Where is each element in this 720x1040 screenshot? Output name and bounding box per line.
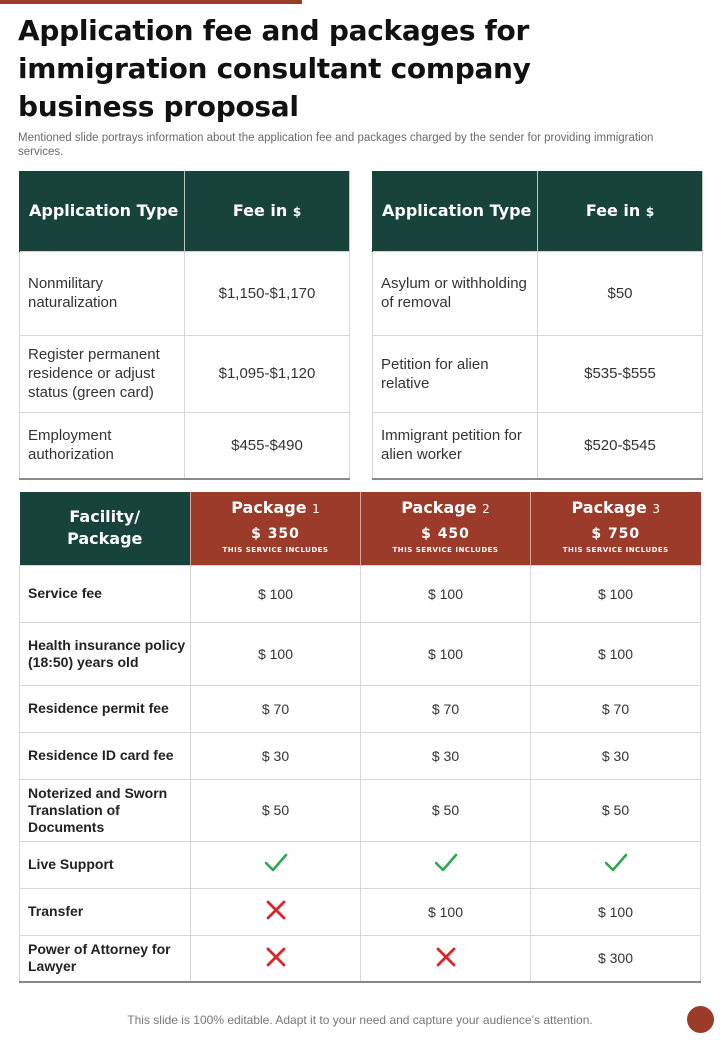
page-title: Application fee and packages for immigration consultant company business proposal — [18, 14, 531, 123]
package-note: THIS SERVICE INCLUDES — [392, 546, 499, 554]
check-icon — [264, 852, 288, 877]
package-3-header — [531, 492, 701, 565]
package-1-value-cell — [191, 841, 361, 888]
package-3-value-cell: $ 300 — [531, 935, 701, 982]
check-icon — [434, 852, 458, 877]
cross-icon — [434, 946, 458, 971]
fee-cell: $455-$490 — [185, 412, 350, 479]
fee-cell: $50 — [538, 251, 703, 335]
package-name — [531, 498, 701, 519]
application-type-cell: Register permanent residence or adjust status (green card) — [20, 335, 185, 412]
facility-label-cell: Live Support — [20, 841, 191, 888]
header-fee-label: Fee in — [232, 201, 288, 221]
package-3-value-cell — [531, 841, 701, 888]
facility-label-cell: Transfer — [20, 888, 191, 935]
facility-label-cell: Power of Attorney for Lawyer — [20, 935, 191, 982]
table-row — [20, 732, 701, 779]
facility-label-cell: Residence permit fee — [20, 685, 191, 732]
package-1-value-cell: $ 100 — [191, 622, 361, 685]
fee-cell: $1,095-$1,120 — [185, 335, 350, 412]
package-1-value-cell: $ 100 — [191, 565, 361, 622]
table-row — [373, 335, 703, 412]
table-row — [20, 685, 701, 732]
application-type-cell: Asylum or withholding of removal — [373, 251, 538, 335]
package-price: $ 350 — [251, 526, 300, 542]
package-3-value-cell: $ 100 — [531, 888, 701, 935]
package-table — [19, 492, 701, 983]
table-row — [20, 335, 350, 412]
application-type-cell: Employment authorization — [20, 412, 185, 479]
table-row — [20, 841, 701, 888]
footer-note: This slide is 100% editable. Adapt it to your need and capture your audience’s attention. — [127, 1013, 593, 1027]
package-2-value-cell: $ 30 — [361, 732, 531, 779]
package-1-value-cell — [191, 935, 361, 982]
package-name-label: Package — [231, 498, 307, 517]
header-application-type: Application Type — [20, 171, 185, 251]
fee-table-right — [372, 171, 703, 480]
fee-table-left — [19, 171, 350, 480]
package-3-value-cell: $ 100 — [531, 565, 701, 622]
facility-label-cell: Health insurance policy (18:50) years old — [20, 622, 191, 685]
fee-table-header-row — [373, 171, 703, 251]
table-row — [20, 412, 350, 479]
page-indicator-dot — [687, 1006, 714, 1033]
page-subtitle: Mentioned slide portrays information about the application fee and packages charged by the sender for providing immigration services. — [18, 132, 654, 158]
package-name-label: Package — [571, 498, 647, 517]
header-fee-label: Fee in — [585, 201, 641, 221]
package-number: 3 — [652, 502, 661, 516]
application-type-cell: Immigrant petition for alien worker — [373, 412, 538, 479]
table-row — [373, 412, 703, 479]
package-name-label: Package — [401, 498, 477, 517]
fee-cell: $520-$545 — [538, 412, 703, 479]
package-header-row — [20, 492, 701, 565]
fee-table-header-row — [20, 171, 350, 251]
package-name — [361, 498, 530, 519]
package-2-value-cell — [361, 935, 531, 982]
package-1-header — [191, 492, 361, 565]
check-icon — [604, 852, 628, 877]
header-fee — [185, 171, 350, 251]
package-1-value-cell: $ 50 — [191, 779, 361, 841]
package-2-value-cell — [361, 841, 531, 888]
application-type-cell: Nonmilitary naturalization — [20, 251, 185, 335]
package-note: THIS SERVICE INCLUDES — [222, 546, 329, 554]
package-2-value-cell: $ 70 — [361, 685, 531, 732]
cross-icon — [264, 946, 288, 971]
facility-package-header — [20, 492, 191, 565]
table-row — [373, 251, 703, 335]
package-3-value-cell: $ 70 — [531, 685, 701, 732]
table-row — [20, 888, 701, 935]
package-2-value-cell: $ 100 — [361, 622, 531, 685]
facility-header-line2: Package — [67, 529, 143, 549]
package-3-value-cell: $ 30 — [531, 732, 701, 779]
top-accent-bar — [0, 0, 302, 4]
facility-label-cell: Service fee — [20, 565, 191, 622]
header-fee — [538, 171, 703, 251]
package-name — [191, 498, 360, 519]
package-2-value-cell: $ 50 — [361, 779, 531, 841]
application-type-cell: Petition for alien relative — [373, 335, 538, 412]
facility-label-cell: Residence ID card fee — [20, 732, 191, 779]
header-application-type: Application Type — [373, 171, 538, 251]
package-2-value-cell: $ 100 — [361, 565, 531, 622]
package-3-value-cell: $ 100 — [531, 622, 701, 685]
facility-header-line1: Facility/ — [69, 507, 141, 527]
package-3-value-cell: $ 50 — [531, 779, 701, 841]
package-table-body — [20, 565, 701, 982]
table-row — [20, 779, 701, 841]
package-1-value-cell — [191, 888, 361, 935]
package-1-value-cell: $ 30 — [191, 732, 361, 779]
package-2-value-cell: $ 100 — [361, 888, 531, 935]
table-row — [20, 565, 701, 622]
facility-label-cell: Noterized and Sworn Translation of Documents — [20, 779, 191, 841]
cross-icon — [264, 899, 288, 924]
header-fee-currency: $ — [645, 205, 655, 220]
fee-cell: $1,150-$1,170 — [185, 251, 350, 335]
header-fee-currency: $ — [292, 205, 302, 220]
package-number: 1 — [312, 502, 320, 516]
table-row — [20, 935, 701, 982]
fee-cell: $535-$555 — [538, 335, 703, 412]
package-price: $ 750 — [591, 526, 641, 542]
package-price: $ 450 — [421, 526, 470, 542]
table-row — [20, 622, 701, 685]
package-1-value-cell: $ 70 — [191, 685, 361, 732]
package-note: THIS SERVICE INCLUDES — [562, 546, 669, 554]
package-number: 2 — [482, 502, 490, 516]
package-2-header — [361, 492, 531, 565]
table-row — [20, 251, 350, 335]
